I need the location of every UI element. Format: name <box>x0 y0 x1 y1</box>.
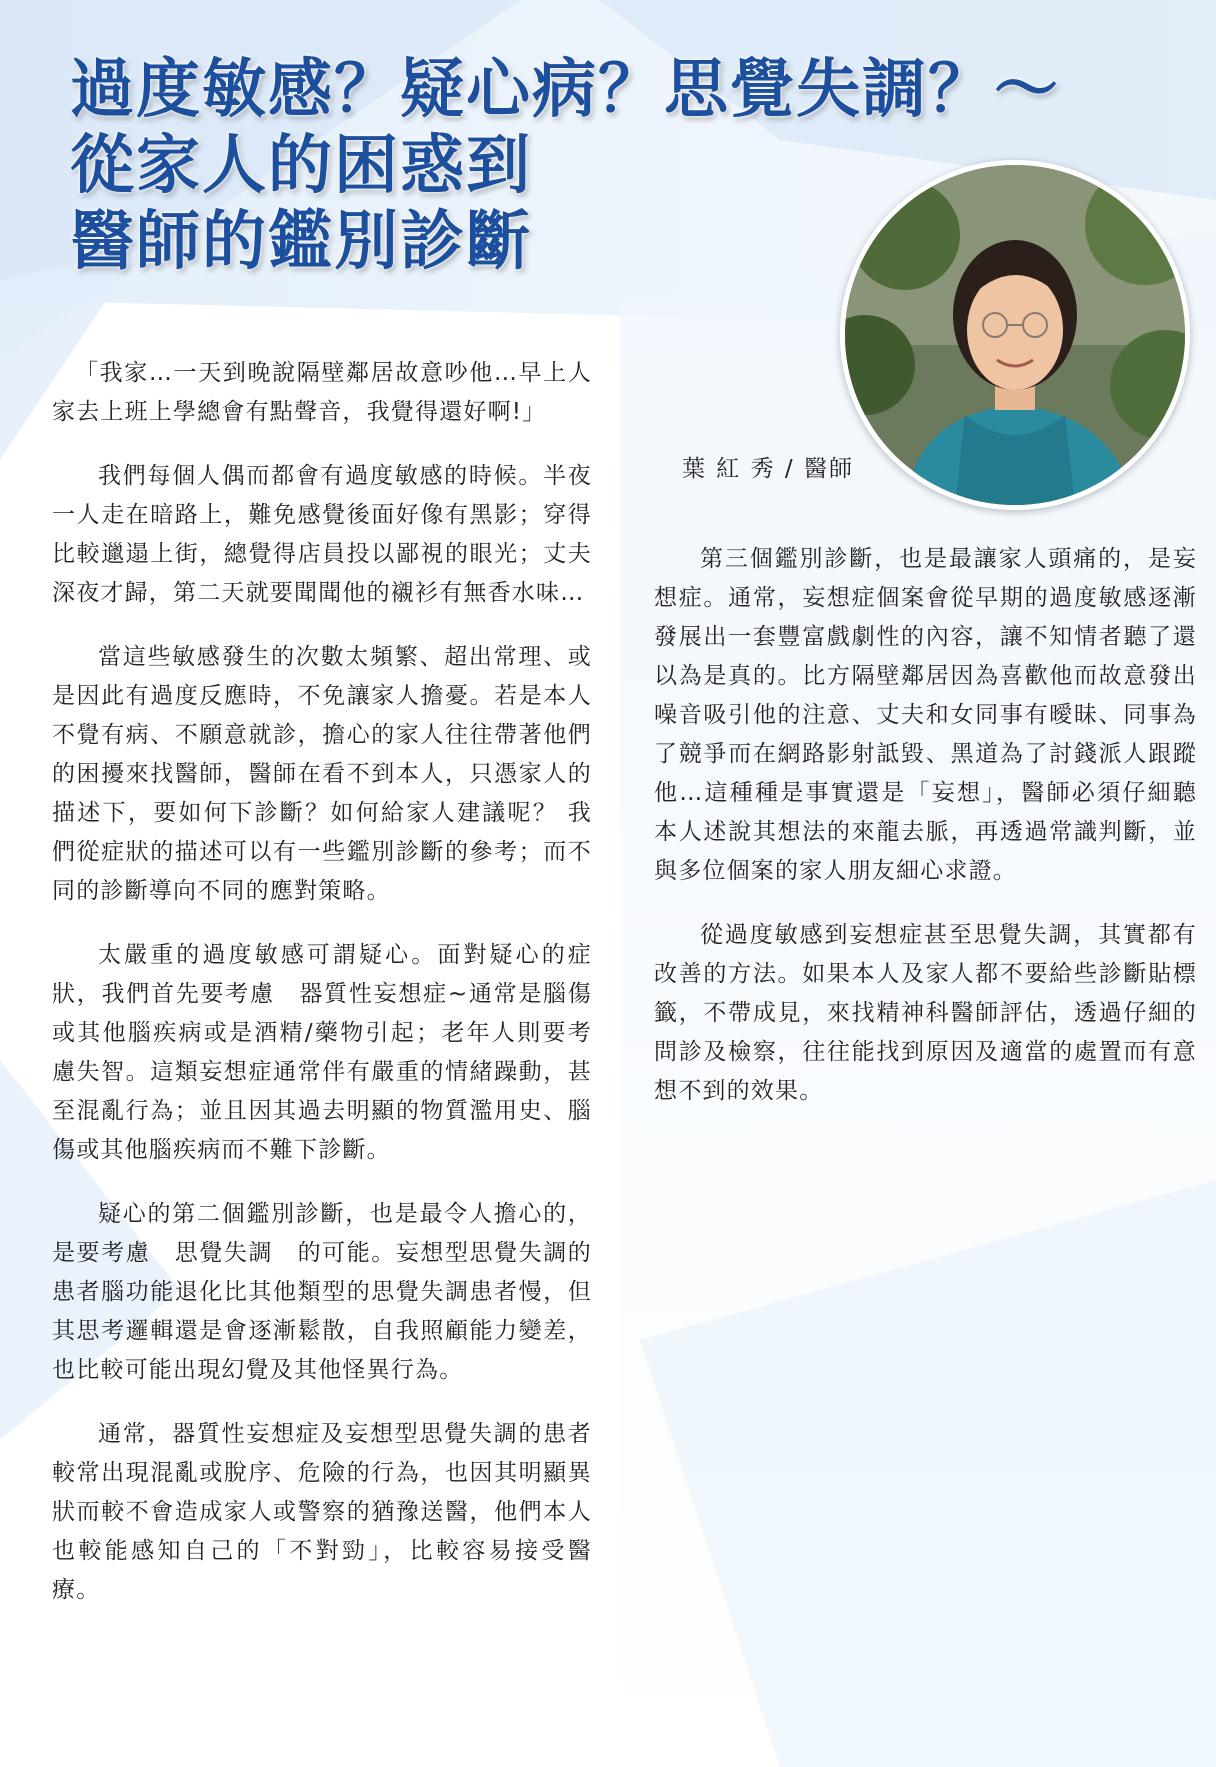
body-paragraph: 當這些敏感發生的次數太頻繁、超出常理、或是因此有過度反應時，不免讓家人擔憂。若是本人不覺有病、不願意就診，擔心的家人往往帶著他們的困擾來找醫師，醫師在看不到本人，只憑家人的描述下，要如何下診斷？如何給家人建議呢？ 我們從症狀的描述可以有一些鑑別診斷的參考；而不同的診斷導向不同的應對策略。 <box>52 644 592 904</box>
body-paragraph: 太嚴重的過度敏感可謂疑心。面對疑心的症狀，我們首先要考慮 器質性妄想症~通常是腦傷或其他腦疾病或是酒精/藥物引起；老年人則要考慮失智。這類妄想症通常伴有嚴重的情緒躁動，甚至混亂行為；並且因其過去明顯的物質濫用史、腦傷或其他腦疾病而不難下診斷。 <box>52 942 592 1163</box>
body-paragraph: 第三個鑑別診斷，也是最讓家人頭痛的，是妄想症。通常，妄想症個案會從早期的過度敏感逐漸發展出一套豐富戲劇性的內容，讓不知情者聽了還以為是真的。比方隔壁鄰居因為喜歡他而故意發出噪音吸引他的注意、丈夫和女同事有曖昧、同事為了競爭而在網路影射詆毀、黑道為了討錢派人跟蹤他…這種種是事實還是「妄想」，醫師必須仔細聽本人述說其想法的來龍去脈，再透過常識判斷，並與多位個案的家人朋友細心求證。 <box>654 546 1197 884</box>
author-byline: 葉 紅 秀 / 醫師 <box>682 456 854 482</box>
body-paragraph: 疑心的第二個鑑別診斷，也是最令人擔心的，是要考慮 思覺失調 的可能。妄想型思覺失調的患者腦功能退化比其他類型的思覺失調患者慢，但其思考邏輯還是會逐漸鬆散，自我照顧能力變差，也比較可能出現幻覺及其他怪異行為。 <box>52 1201 592 1383</box>
quote-paragraph: 「我家…一天到晚說隔壁鄰居故意吵他…早上人家去上班上學總會有點聲音，我覺得還好啊!」 <box>52 360 592 425</box>
title-line-3: 醫師的鑑別診斷 <box>70 205 532 279</box>
title-line-1: 過度敏感？疑心病？思覺失調？～ <box>70 53 1060 127</box>
doctor-portrait-icon <box>840 160 1190 510</box>
left-column <box>52 354 592 1635</box>
body-paragraph: 從過度敏感到妄想症甚至思覺失調，其實都有改善的方法。如果本人及家人都不要給些診斷貼標籤，不帶成見，來找精神科醫師評估，透過仔細的問診及檢察，往往能找到原因及適當的處置而有意想不到的效果。 <box>654 922 1197 1104</box>
body-paragraph: 通常，器質性妄想症及妄想型思覺失調的患者較常出現混亂或脫序、危險的行為，也因其明顯異狀而較不會造成家人或警察的猶豫送醫，他們本人也較能感知自己的「不對勁」，比較容易接受醫療。 <box>52 1421 592 1603</box>
body-paragraph: 我們每個人偶而都會有過度敏感的時候。半夜一人走在暗路上，難免感覺後面好像有黑影；穿得比較邋遢上街，總覺得店員投以鄙視的眼光；丈夫深夜才歸，第二天就要聞聞他的襯衫有無香水味… <box>52 463 592 606</box>
title-line-2: 從家人的困惑到 <box>70 129 532 203</box>
right-column <box>654 540 1197 1136</box>
